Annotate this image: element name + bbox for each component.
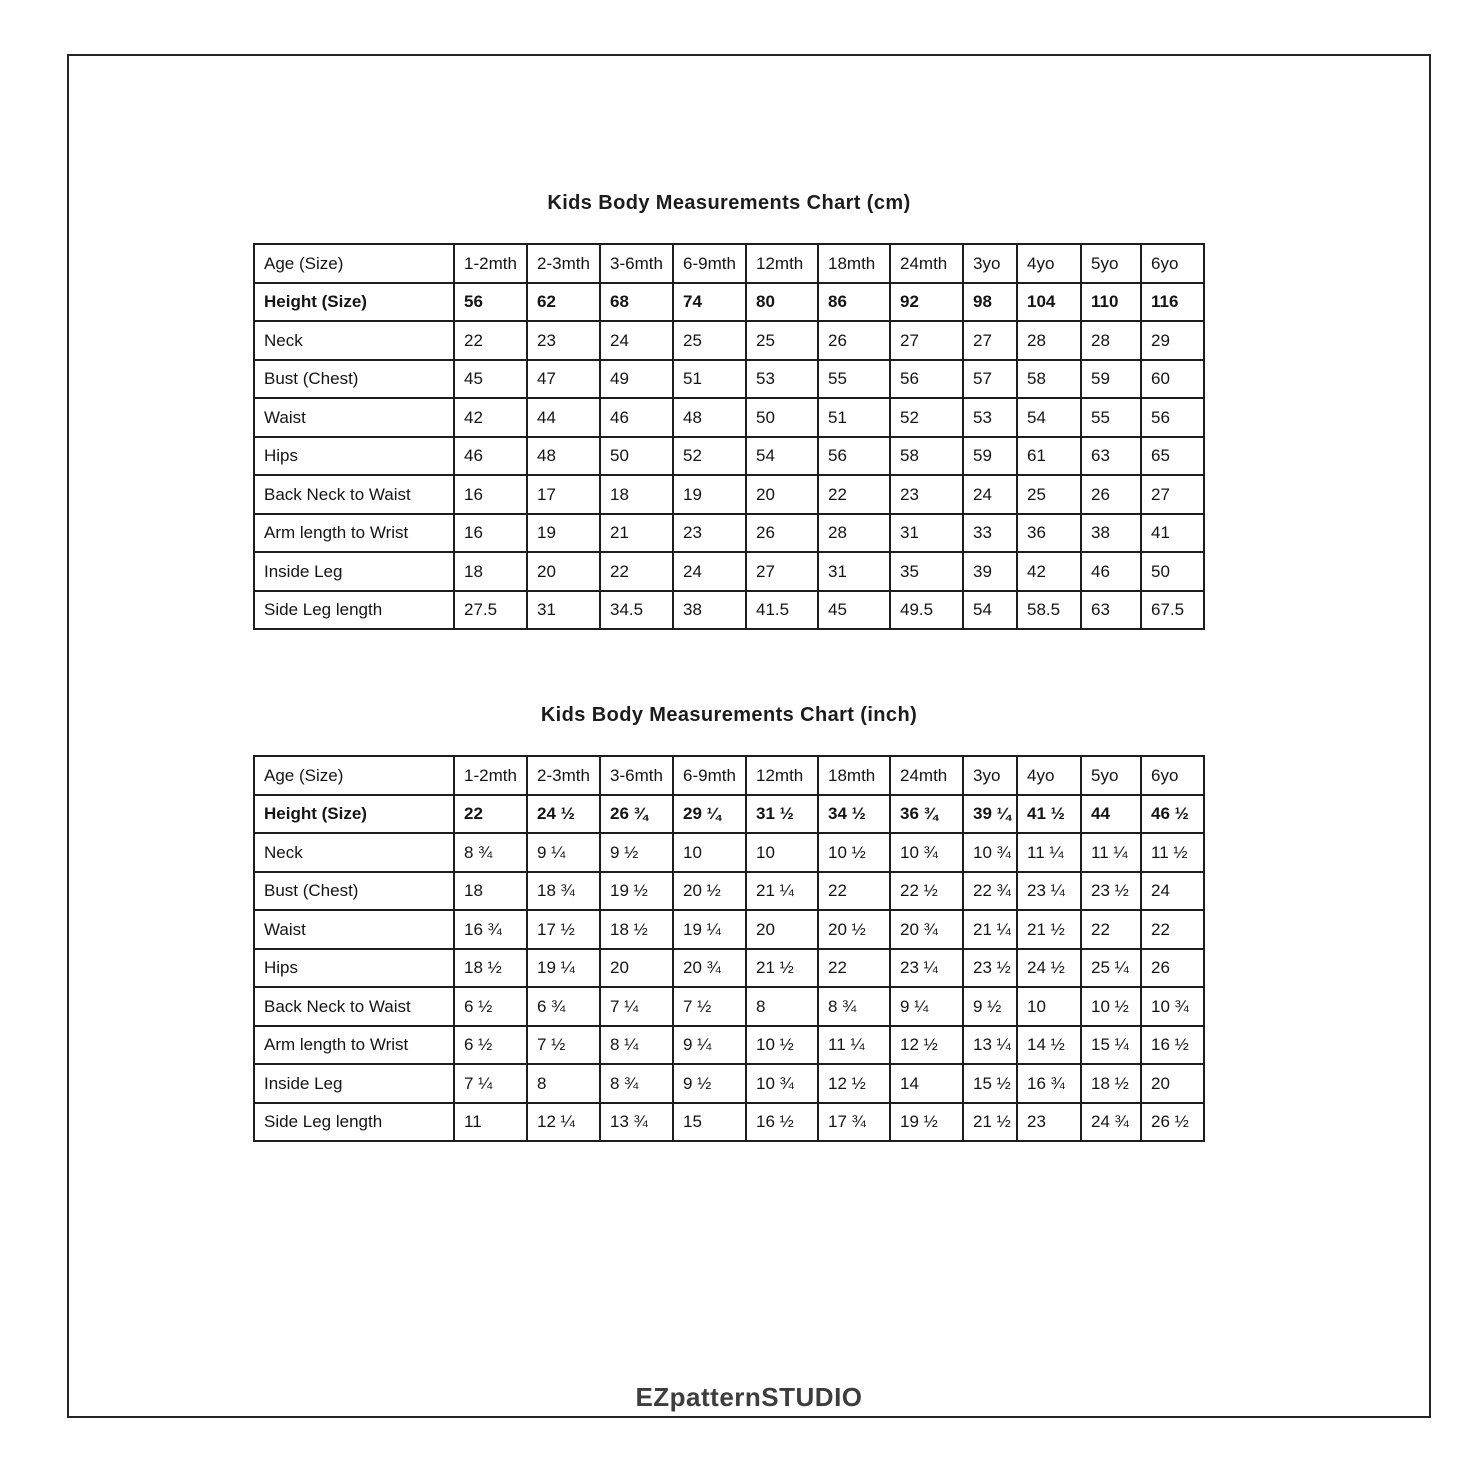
value-cell: 35 — [890, 552, 963, 591]
value-cell: 22 — [454, 795, 527, 834]
age-header-cell: 3-6mth — [600, 244, 673, 283]
row-label-cell: Age (Size) — [254, 244, 454, 283]
row-label-cell: Age (Size) — [254, 756, 454, 795]
row-label-cell: Arm length to Wrist — [254, 1026, 454, 1065]
age-header-cell: 3yo — [963, 244, 1017, 283]
row-label-cell: Side Leg length — [254, 1103, 454, 1142]
value-cell: 22 — [818, 475, 890, 514]
table-row — [254, 1026, 1204, 1065]
value-cell: 26 — [818, 321, 890, 360]
value-cell: 14 ½ — [1017, 1026, 1081, 1065]
value-cell: 34 ½ — [818, 795, 890, 834]
age-header-cell: 2-3mth — [527, 756, 600, 795]
value-cell: 11 ¼ — [1017, 833, 1081, 872]
value-cell: 19 ½ — [890, 1103, 963, 1142]
value-cell: 29 ¼ — [673, 795, 746, 834]
value-cell: 56 — [890, 360, 963, 399]
value-cell: 56 — [818, 437, 890, 476]
value-cell: 57 — [963, 360, 1017, 399]
row-label-cell: Arm length to Wrist — [254, 514, 454, 553]
value-cell: 50 — [746, 398, 818, 437]
row-label-cell: Neck — [254, 833, 454, 872]
value-cell: 33 — [963, 514, 1017, 553]
value-cell: 18 ½ — [1081, 1064, 1141, 1103]
value-cell: 12 ¼ — [527, 1103, 600, 1142]
value-cell: 8 ¼ — [600, 1026, 673, 1065]
value-cell: 17 ¾ — [818, 1103, 890, 1142]
table-row — [254, 321, 1204, 360]
value-cell: 18 — [454, 552, 527, 591]
age-header-cell: 6-9mth — [673, 244, 746, 283]
value-cell: 10 ¾ — [890, 833, 963, 872]
value-cell: 49 — [600, 360, 673, 399]
table-row — [254, 591, 1204, 630]
value-cell: 53 — [963, 398, 1017, 437]
table-row — [254, 475, 1204, 514]
value-cell: 11 ¼ — [1081, 833, 1141, 872]
value-cell: 80 — [746, 283, 818, 322]
value-cell: 25 — [1017, 475, 1081, 514]
row-label-cell: Inside Leg — [254, 552, 454, 591]
value-cell: 8 — [746, 987, 818, 1026]
value-cell: 23 — [527, 321, 600, 360]
value-cell: 19 ¼ — [527, 949, 600, 988]
value-cell: 18 ½ — [454, 949, 527, 988]
value-cell: 6 ½ — [454, 1026, 527, 1065]
measurements-table-cm — [253, 243, 1205, 630]
value-cell: 24 ¾ — [1081, 1103, 1141, 1142]
table-row — [254, 910, 1204, 949]
value-cell: 18 — [454, 872, 527, 911]
table-row — [254, 1103, 1204, 1142]
age-header-cell: 24mth — [890, 244, 963, 283]
value-cell: 61 — [1017, 437, 1081, 476]
value-cell: 22 — [818, 949, 890, 988]
value-cell: 60 — [1141, 360, 1204, 399]
row-label-cell: Inside Leg — [254, 1064, 454, 1103]
value-cell: 20 — [1141, 1064, 1204, 1103]
value-cell: 19 ½ — [600, 872, 673, 911]
row-label-cell: Back Neck to Waist — [254, 475, 454, 514]
value-cell: 27 — [890, 321, 963, 360]
value-cell: 14 — [890, 1064, 963, 1103]
value-cell: 17 — [527, 475, 600, 514]
value-cell: 51 — [818, 398, 890, 437]
value-cell: 20 — [746, 910, 818, 949]
value-cell: 68 — [600, 283, 673, 322]
value-cell: 21 ¼ — [746, 872, 818, 911]
value-cell: 44 — [1081, 795, 1141, 834]
row-label-cell: Hips — [254, 949, 454, 988]
value-cell: 42 — [454, 398, 527, 437]
value-cell: 19 ¼ — [673, 910, 746, 949]
value-cell: 16 ½ — [1141, 1026, 1204, 1065]
age-header-cell: 1-2mth — [454, 756, 527, 795]
value-cell: 8 ¾ — [454, 833, 527, 872]
value-cell: 53 — [746, 360, 818, 399]
value-cell: 55 — [818, 360, 890, 399]
row-label-cell: Height (Size) — [254, 795, 454, 834]
header-row — [254, 244, 1204, 283]
value-cell: 8 ¾ — [818, 987, 890, 1026]
value-cell: 21 ½ — [746, 949, 818, 988]
age-header-cell: 12mth — [746, 244, 818, 283]
value-cell: 23 — [673, 514, 746, 553]
value-cell: 10 — [673, 833, 746, 872]
value-cell: 12 ½ — [890, 1026, 963, 1065]
value-cell: 28 — [1017, 321, 1081, 360]
section-measurements-cm — [253, 189, 1205, 630]
age-header-cell: 2-3mth — [527, 244, 600, 283]
row-label-cell: Neck — [254, 321, 454, 360]
table-title-inch: Kids Body Measurements Chart (inch) — [540, 704, 918, 726]
table-row — [254, 833, 1204, 872]
value-cell: 25 — [746, 321, 818, 360]
value-cell: 19 — [527, 514, 600, 553]
age-header-cell: 1-2mth — [454, 244, 527, 283]
age-header-cell: 5yo — [1081, 756, 1141, 795]
value-cell: 46 — [1081, 552, 1141, 591]
value-cell: 22 — [600, 552, 673, 591]
table-row — [254, 949, 1204, 988]
value-cell: 31 — [818, 552, 890, 591]
table-row — [254, 360, 1204, 399]
value-cell: 21 ½ — [1017, 910, 1081, 949]
value-cell: 18 ¾ — [527, 872, 600, 911]
value-cell: 39 — [963, 552, 1017, 591]
age-header-cell: 3-6mth — [600, 756, 673, 795]
table-row — [254, 872, 1204, 911]
value-cell: 29 — [1141, 321, 1204, 360]
value-cell: 116 — [1141, 283, 1204, 322]
value-cell: 13 ¾ — [600, 1103, 673, 1142]
value-cell: 52 — [890, 398, 963, 437]
value-cell: 26 ½ — [1141, 1103, 1204, 1142]
value-cell: 58.5 — [1017, 591, 1081, 630]
value-cell: 74 — [673, 283, 746, 322]
age-header-cell: 6-9mth — [673, 756, 746, 795]
row-label-cell: Bust (Chest) — [254, 872, 454, 911]
value-cell: 50 — [600, 437, 673, 476]
value-cell: 49.5 — [890, 591, 963, 630]
value-cell: 6 ¾ — [527, 987, 600, 1026]
value-cell: 26 ¾ — [600, 795, 673, 834]
value-cell: 7 ¼ — [454, 1064, 527, 1103]
value-cell: 31 — [527, 591, 600, 630]
row-label-cell: Hips — [254, 437, 454, 476]
table-row — [254, 398, 1204, 437]
value-cell: 38 — [673, 591, 746, 630]
value-cell: 24 — [1141, 872, 1204, 911]
value-cell: 28 — [1081, 321, 1141, 360]
value-cell: 21 — [600, 514, 673, 553]
value-cell: 17 ½ — [527, 910, 600, 949]
value-cell: 10 ¾ — [963, 833, 1017, 872]
table-row — [254, 552, 1204, 591]
table-row — [254, 437, 1204, 476]
value-cell: 22 — [454, 321, 527, 360]
value-cell: 62 — [527, 283, 600, 322]
value-cell: 58 — [890, 437, 963, 476]
value-cell: 22 — [1141, 910, 1204, 949]
value-cell: 45 — [818, 591, 890, 630]
header-row — [254, 756, 1204, 795]
measurements-table-inch — [253, 755, 1205, 1142]
value-cell: 31 — [890, 514, 963, 553]
value-cell: 22 — [818, 872, 890, 911]
value-cell: 56 — [1141, 398, 1204, 437]
value-cell: 54 — [746, 437, 818, 476]
table-row — [254, 987, 1204, 1026]
value-cell: 23 ½ — [963, 949, 1017, 988]
value-cell: 22 — [1081, 910, 1141, 949]
value-cell: 11 — [454, 1103, 527, 1142]
value-cell: 18 — [600, 475, 673, 514]
value-cell: 24 — [673, 552, 746, 591]
value-cell: 50 — [1141, 552, 1204, 591]
value-cell: 25 ¼ — [1081, 949, 1141, 988]
age-header-cell: 4yo — [1017, 244, 1081, 283]
value-cell: 21 ¼ — [963, 910, 1017, 949]
value-cell: 41 — [1141, 514, 1204, 553]
age-header-cell: 6yo — [1141, 244, 1204, 283]
value-cell: 15 ¼ — [1081, 1026, 1141, 1065]
value-cell: 63 — [1081, 591, 1141, 630]
value-cell: 48 — [673, 398, 746, 437]
value-cell: 10 ½ — [1081, 987, 1141, 1026]
value-cell: 28 — [818, 514, 890, 553]
value-cell: 92 — [890, 283, 963, 322]
value-cell: 16 ½ — [746, 1103, 818, 1142]
value-cell: 51 — [673, 360, 746, 399]
row-label-cell: Height (Size) — [254, 283, 454, 322]
value-cell: 58 — [1017, 360, 1081, 399]
age-header-cell: 3yo — [963, 756, 1017, 795]
value-cell: 21 ½ — [963, 1103, 1017, 1142]
value-cell: 16 ¾ — [454, 910, 527, 949]
brand-footer: EZpatternSTUDIO — [635, 1382, 863, 1412]
value-cell: 39 ¼ — [963, 795, 1017, 834]
value-cell: 98 — [963, 283, 1017, 322]
row-label-cell: Back Neck to Waist — [254, 987, 454, 1026]
value-cell: 7 ¼ — [600, 987, 673, 1026]
value-cell: 59 — [1081, 360, 1141, 399]
value-cell: 23 — [890, 475, 963, 514]
value-cell: 20 ½ — [818, 910, 890, 949]
value-cell: 36 — [1017, 514, 1081, 553]
value-cell: 34.5 — [600, 591, 673, 630]
value-cell: 25 — [673, 321, 746, 360]
row-label-cell: Waist — [254, 910, 454, 949]
value-cell: 46 ½ — [1141, 795, 1204, 834]
value-cell: 59 — [963, 437, 1017, 476]
row-label-cell: Waist — [254, 398, 454, 437]
table-row — [254, 283, 1204, 322]
value-cell: 13 ¼ — [963, 1026, 1017, 1065]
value-cell: 63 — [1081, 437, 1141, 476]
value-cell: 15 — [673, 1103, 746, 1142]
value-cell: 38 — [1081, 514, 1141, 553]
value-cell: 24 ½ — [527, 795, 600, 834]
value-cell: 9 ½ — [963, 987, 1017, 1026]
value-cell: 8 ¾ — [600, 1064, 673, 1103]
age-header-cell: 5yo — [1081, 244, 1141, 283]
section-measurements-inch — [253, 701, 1205, 1142]
value-cell: 54 — [963, 591, 1017, 630]
value-cell: 52 — [673, 437, 746, 476]
value-cell: 24 — [600, 321, 673, 360]
value-cell: 20 ½ — [673, 872, 746, 911]
value-cell: 104 — [1017, 283, 1081, 322]
value-cell: 22 ¾ — [963, 872, 1017, 911]
value-cell: 10 — [746, 833, 818, 872]
age-header-cell: 18mth — [818, 756, 890, 795]
value-cell: 46 — [454, 437, 527, 476]
row-label-cell: Bust (Chest) — [254, 360, 454, 399]
value-cell: 7 ½ — [673, 987, 746, 1026]
value-cell: 9 ¼ — [527, 833, 600, 872]
value-cell: 23 ¼ — [1017, 872, 1081, 911]
value-cell: 26 — [1141, 949, 1204, 988]
value-cell: 19 — [673, 475, 746, 514]
value-cell: 24 ½ — [1017, 949, 1081, 988]
value-cell: 20 ¾ — [673, 949, 746, 988]
age-header-cell: 12mth — [746, 756, 818, 795]
value-cell: 16 ¾ — [1017, 1064, 1081, 1103]
value-cell: 67.5 — [1141, 591, 1204, 630]
value-cell: 42 — [1017, 552, 1081, 591]
value-cell: 10 ¾ — [746, 1064, 818, 1103]
value-cell: 46 — [600, 398, 673, 437]
value-cell: 20 — [746, 475, 818, 514]
value-cell: 16 — [454, 475, 527, 514]
value-cell: 24 — [963, 475, 1017, 514]
value-cell: 8 — [527, 1064, 600, 1103]
value-cell: 65 — [1141, 437, 1204, 476]
value-cell: 6 ½ — [454, 987, 527, 1026]
value-cell: 56 — [454, 283, 527, 322]
value-cell: 18 ½ — [600, 910, 673, 949]
value-cell: 9 ½ — [673, 1064, 746, 1103]
value-cell: 23 ¼ — [890, 949, 963, 988]
value-cell: 16 — [454, 514, 527, 553]
table-row — [254, 1064, 1204, 1103]
value-cell: 26 — [1081, 475, 1141, 514]
age-header-cell: 4yo — [1017, 756, 1081, 795]
value-cell: 9 ¼ — [890, 987, 963, 1026]
age-header-cell: 24mth — [890, 756, 963, 795]
value-cell: 23 ½ — [1081, 872, 1141, 911]
value-cell: 20 — [600, 949, 673, 988]
value-cell: 10 ½ — [746, 1026, 818, 1065]
table-title-cm: Kids Body Measurements Chart (cm) — [547, 192, 911, 214]
value-cell: 10 ½ — [818, 833, 890, 872]
value-cell: 7 ½ — [527, 1026, 600, 1065]
value-cell: 44 — [527, 398, 600, 437]
value-cell: 86 — [818, 283, 890, 322]
value-cell: 9 ¼ — [673, 1026, 746, 1065]
value-cell: 27 — [1141, 475, 1204, 514]
age-header-cell: 18mth — [818, 244, 890, 283]
value-cell: 41 ½ — [1017, 795, 1081, 834]
value-cell: 55 — [1081, 398, 1141, 437]
value-cell: 26 — [746, 514, 818, 553]
value-cell: 22 ½ — [890, 872, 963, 911]
value-cell: 20 ¾ — [890, 910, 963, 949]
value-cell: 27 — [746, 552, 818, 591]
value-cell: 36 ¾ — [890, 795, 963, 834]
value-cell: 31 ½ — [746, 795, 818, 834]
value-cell: 20 — [527, 552, 600, 591]
value-cell: 110 — [1081, 283, 1141, 322]
value-cell: 48 — [527, 437, 600, 476]
value-cell: 23 — [1017, 1103, 1081, 1142]
value-cell: 47 — [527, 360, 600, 399]
age-header-cell: 6yo — [1141, 756, 1204, 795]
value-cell: 54 — [1017, 398, 1081, 437]
value-cell: 11 ¼ — [818, 1026, 890, 1065]
value-cell: 12 ½ — [818, 1064, 890, 1103]
value-cell: 9 ½ — [600, 833, 673, 872]
value-cell: 27.5 — [454, 591, 527, 630]
value-cell: 41.5 — [746, 591, 818, 630]
value-cell: 10 — [1017, 987, 1081, 1026]
table-row — [254, 795, 1204, 834]
row-label-cell: Side Leg length — [254, 591, 454, 630]
table-row — [254, 514, 1204, 553]
value-cell: 10 ¾ — [1141, 987, 1204, 1026]
value-cell: 15 ½ — [963, 1064, 1017, 1103]
value-cell: 11 ½ — [1141, 833, 1204, 872]
value-cell: 27 — [963, 321, 1017, 360]
value-cell: 45 — [454, 360, 527, 399]
